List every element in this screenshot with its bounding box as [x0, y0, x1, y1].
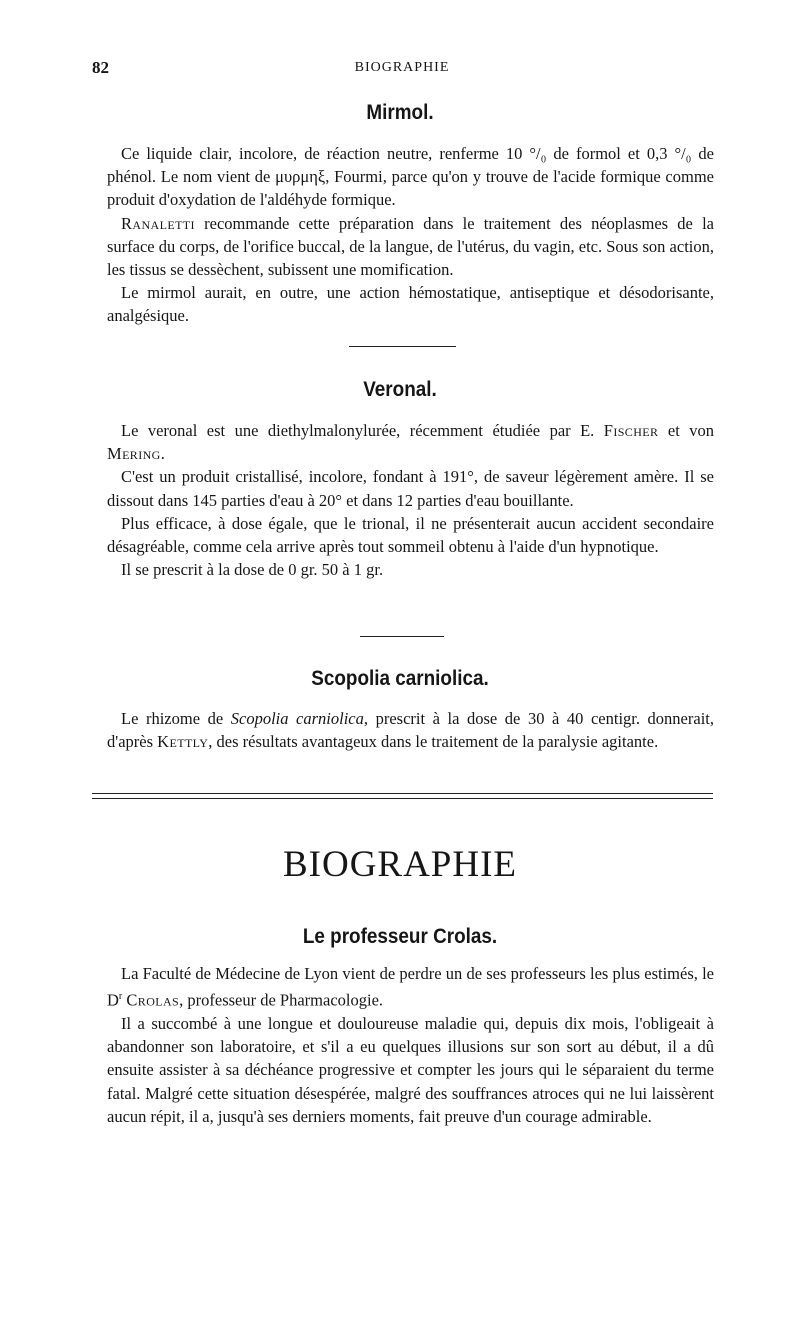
heading-mirmol: Mirmol.: [366, 101, 434, 124]
section-biographie: [107, 962, 714, 1128]
section-mirmol: [107, 142, 714, 328]
page-number: 82: [92, 58, 109, 77]
paragraph: Le rhizome de Scopolia carniolica, prescrit à la dose de 30 à 40 centigr. donnerait, d'après Kettly, des résultats avantageux dans le traitement de la paralysie agitante.: [107, 709, 714, 752]
author-name: Crolas: [126, 990, 180, 1010]
running-head: [92, 58, 712, 80]
author-name: Kettly: [157, 732, 209, 752]
section-veronal: [107, 419, 714, 581]
paragraph: Il a succombé à une longue et douloureuse maladie qui, depuis dix mois, l'obligeait à abandonner son laboratoire, et s'il a eu quelques illusions sur son sort au début, il a dû ensuite assister à sa déchéance progressive et compter les jours qui le séparaient du terme fatal. Malgré cette situation désespérée, malgré des souffrances atroces qui ne lui laissèrent aucun répit, il a, jusqu'à ses derniers moments, fait preuve d'un courage admirable.: [107, 1013, 714, 1126]
heading-veronal: Veronal.: [363, 378, 437, 401]
heading-scopolia: Scopolia carniolica.: [311, 667, 489, 690]
author-name: Ranaletti: [121, 213, 195, 233]
paragraph: La Faculté de Médecine de Lyon vient de perdre un de ses professeurs les plus estimés, le $D^r$ Crolas, professeur de Pharmacologie.: [107, 964, 714, 1010]
paragraph: Plus efficace, à dose égale, que le trional, il ne présenterait aucun accident secondaire désagréable, comme cela arrive après tout sommeil obtenu à l'aide d'un hypnotique.: [107, 513, 714, 557]
section-divider: [360, 636, 444, 637]
author-name: Fischer: [603, 421, 659, 440]
running-title: BIOGRAPHIE: [354, 60, 450, 75]
heading-crolas: Le professeur Crolas.: [302, 925, 498, 948]
paragraph: Le veronal est une diethylmalonylurée, récemment étudiée par E. Fischer et von Mering.: [107, 421, 714, 464]
section-title-biographie: BIOGRAPHIE: [282, 844, 518, 885]
species-name: Scopolia carniolica: [230, 709, 364, 728]
author-name: Mering: [107, 444, 161, 464]
paragraph: Ce liquide clair, incolore, de réaction neutre, renferme 10 °/₀ de formol et 0,3 °/₀ de phénol. Le nom vient de μυρμηξ, Fourmi, parce qu'on y trouve de l'acide formique comme produit d'oxydation de l'aldéhyde formique.: [107, 144, 714, 210]
paragraph: C'est un produit cristallisé, incolore, fondant à 191°, de saveur légèrement amère. Il se dissout dans 145 parties d'eau à 20° et dans 12 parties d'eau bouillante.: [107, 467, 714, 510]
paragraph: Le mirmol aurait, en outre, une action hémostatique, antiseptique et désodorisante, analgésique.: [107, 283, 714, 326]
section-scopolia: [107, 707, 714, 753]
section-divider: [349, 346, 456, 347]
double-rule: [92, 793, 713, 799]
paragraph: Il se prescrit à la dose de 0 gr. 50 à 1 gr.: [121, 560, 384, 580]
paragraph: Ranaletti recommande cette préparation dans le traitement des néoplasmes de la surface du corps, de l'orifice buccal, de la langue, de l'utérus, du vagin, etc. Sous son action, les tissus se dessèchent, subissent une momification.: [107, 213, 714, 280]
